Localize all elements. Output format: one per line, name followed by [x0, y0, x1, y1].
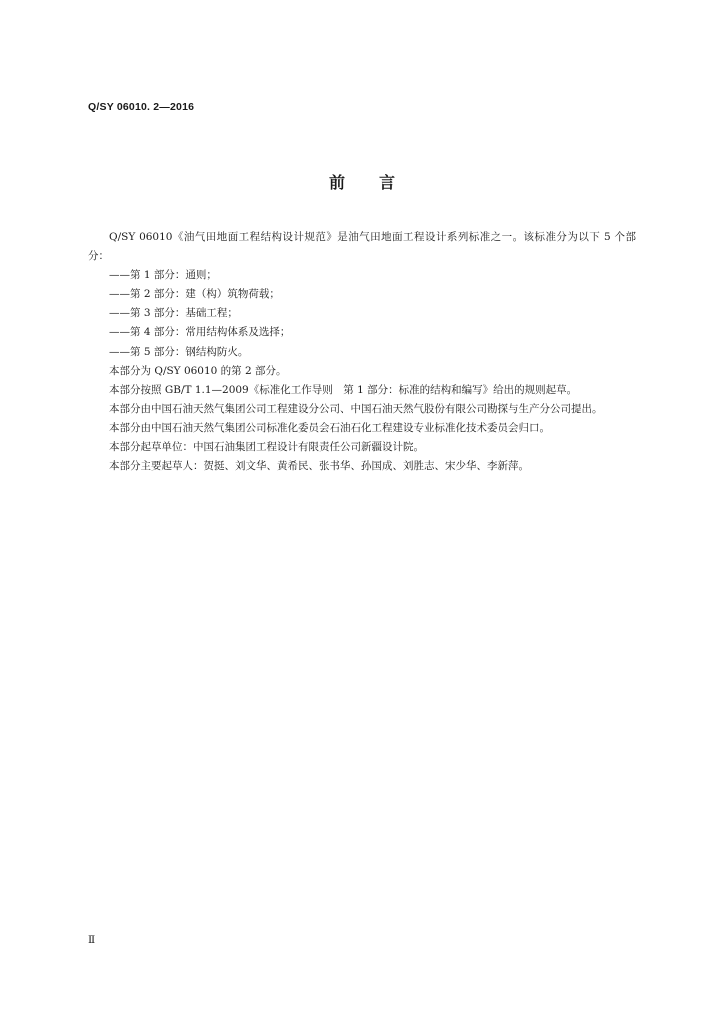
page-title-char-2: 言 [379, 173, 396, 192]
page-title-char-1: 前 [328, 173, 345, 192]
standard-number: Q/SY 06010. 2—2016 [88, 101, 195, 113]
centralized-by-paragraph: 本部分由中国石油天然气集团公司标准化委员会石油石化工程建设专业标准化技术委员会归口。 [109, 421, 550, 434]
proposer-paragraph: 本部分由中国石油天然气集团公司工程建设分公司、中国石油天然气股份有限公司勘探与生产分公司提出。 [109, 402, 603, 415]
page-number: Ⅱ [88, 934, 96, 946]
part-statement-paragraph: 本部分为 Q/SY 06010 的第 2 部分。 [109, 364, 287, 377]
drafters-paragraph: 本部分主要起草人：贺挺、刘文华、黄希民、张书华、孙国成、刘胜志、宋少华、李新萍。 [109, 460, 529, 473]
drafting-unit-paragraph: 本部分起草单位：中国石油集团工程设计有限责任公司新疆设计院。 [109, 441, 424, 454]
part-list-item-1: ——第 1 部分：通则； [109, 269, 217, 282]
intro-paragraph: Q/SY 06010《油气田地面工程结构设计规范》是油气田地面工程设计系列标准之一。该标准分为以下 5 个部分： [88, 231, 636, 263]
foreword-body [88, 228, 636, 476]
drafting-rules-paragraph: 本部分按照 GB/T 1.1—2009《标准化工作导则 第 1 部分：标准的结构和编写》给出的规则起草。 [109, 383, 578, 396]
part-list-item-5: ——第 5 部分：钢结构防火。 [109, 345, 249, 358]
part-list-item-4: ——第 4 部分：常用结构体系及选择； [109, 326, 291, 339]
page-title [0, 170, 724, 193]
part-list-item-3: ——第 3 部分：基础工程； [109, 307, 238, 320]
part-list-item-2: ——第 2 部分：建（构）筑物荷载； [109, 288, 280, 301]
